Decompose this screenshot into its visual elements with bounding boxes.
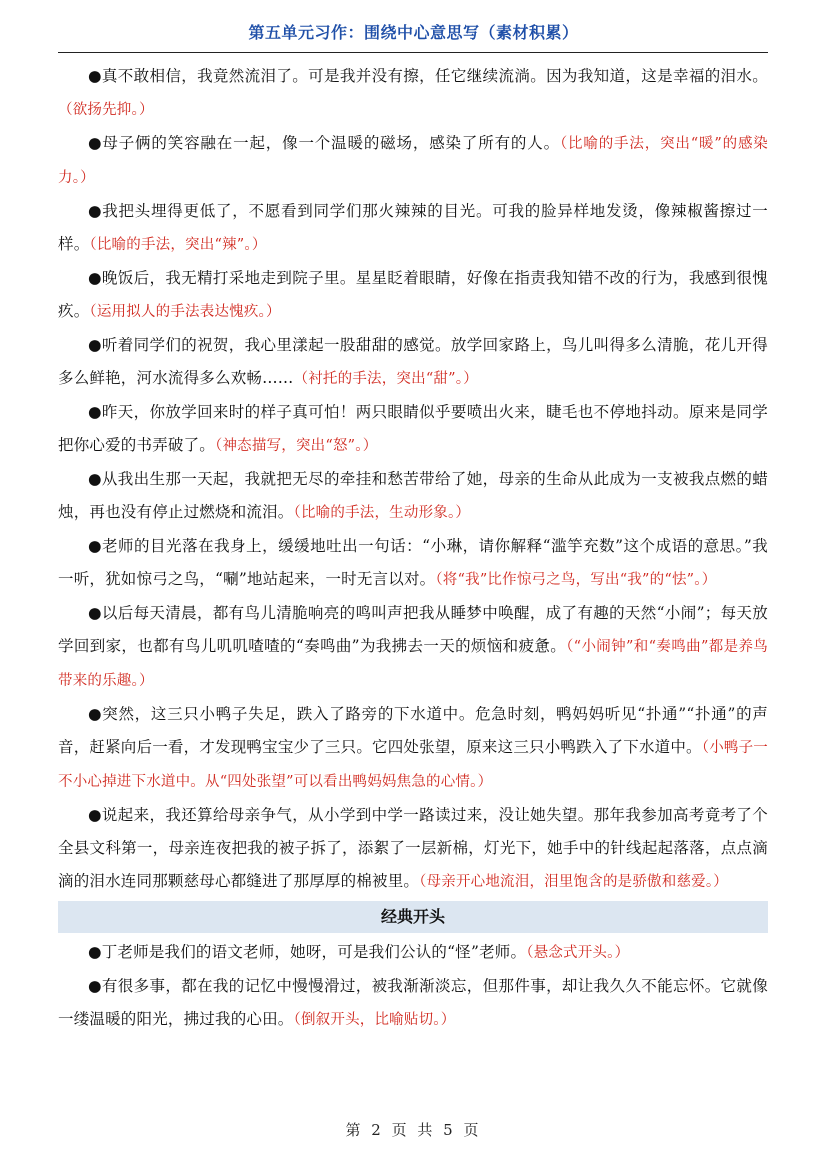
paragraph-text: ●老师的目光落在我身上，缓缓地吐出一句话：“小琳，请你解释“滥竽充数”这个成语的意思。”我一听，犹如惊弓之鸟，“唰”地站起来，一时无言以对。 bbox=[58, 537, 768, 588]
annotation-note: （比喻的手法，突出“辣”。） bbox=[89, 237, 267, 253]
material-paragraph bbox=[58, 262, 768, 329]
annotation-note: （“小闹钟”和“奏鸣曲”都是养鸟带来的乐趣。） bbox=[58, 639, 769, 689]
paragraph-text: ●丁老师是我们的语文老师，她呀，可是我们公认的“怪”老师。 bbox=[88, 943, 527, 961]
annotation-note: （欲扬先抑。） bbox=[58, 102, 154, 118]
annotation-note: （小鸭子一不小心掉进下水道中。从“四处张望”可以看出鸭妈妈焦急的心情。） bbox=[58, 740, 769, 790]
paragraph-text: ●母子俩的笑容融在一起，像一个温暖的磁场，感染了所有的人。 bbox=[88, 134, 560, 152]
paragraph-text: ●晚饭后，我无精打采地走到院子里。星星眨着眼睛，好像在指责我知错不改的行为，我感到很愧疚。 bbox=[58, 269, 768, 320]
material-paragraph bbox=[58, 463, 768, 530]
page-number-footer: 第 2 页 共 5 页 bbox=[345, 1121, 482, 1139]
paragraph-text: ●听着同学们的祝贺，我心里漾起一股甜甜的感觉。放学回家路上，鸟儿叫得多么清脆，花儿开得多么鲜艳，河水流得多么欢畅…… bbox=[58, 336, 768, 387]
annotation-note: （倒叙开头，比喻贴切。） bbox=[293, 1012, 456, 1028]
material-paragraph bbox=[58, 127, 768, 195]
material-paragraph bbox=[58, 329, 768, 396]
annotation-note: （将“我”比作惊弓之鸟，写出“我”的“怯”。） bbox=[435, 572, 717, 588]
paragraph-text: ●以后每天清晨，都有鸟儿清脆响亮的鸣叫声把我从睡梦中唤醒，成了有趣的天然“小闹”；每天放学回到家，也都有鸟儿叽叽喳喳的“奏鸣曲”为我拂去一天的烦恼和疲惫。 bbox=[58, 604, 768, 655]
paragraph-text: ●有很多事，都在我的记忆中慢慢滑过，被我渐渐淡忘，但那件事，却让我久久不能忘怀。它就像一缕温暖的阳光，拂过我的心田。 bbox=[58, 977, 768, 1028]
document-body bbox=[58, 60, 768, 1037]
paragraph-text: ●说起来，我还算给母亲争气，从小学到中学一路读过来，没让她失望。那年我参加高考竟考了个全县文科第一，母亲连夜把我的被子拆了，添絮了一层新棉，灯光下，她手中的针线起起落落，点点滴滴的泪水连同那颗慈母心都缝进了那厚厚的棉被里。 bbox=[58, 806, 768, 890]
material-paragraph bbox=[58, 195, 768, 262]
page-header-title: 第五单元习作：围绕中心意思写（素材积累） bbox=[248, 23, 579, 42]
material-paragraph bbox=[58, 799, 768, 899]
material-paragraph bbox=[58, 60, 768, 127]
material-paragraph bbox=[58, 597, 768, 698]
section-heading-classic-openings: 经典开头 bbox=[58, 901, 768, 933]
paragraph-text: ●突然，这三只小鸭子失足，跌入了路旁的下水道中。危急时刻，鸭妈妈听见“扑通”“扑通”的声音，赶紧向后一看，才发现鸭宝宝少了三只。它四处张望，原来这三只小鸭跌入了下水道中。 bbox=[58, 705, 768, 756]
material-paragraph bbox=[58, 396, 768, 463]
opening-paragraph bbox=[58, 970, 768, 1037]
annotation-note: （比喻的手法，突出“暖”的感染力。） bbox=[58, 136, 768, 186]
material-paragraph bbox=[58, 530, 768, 597]
annotation-note: （母亲开心地流泪，泪里饱含的是骄傲和慈爱。） bbox=[419, 874, 729, 890]
annotation-note: （神态描写，突出“怒”。） bbox=[215, 438, 378, 454]
paragraph-text: ●我把头埋得更低了，不愿看到同学们那火辣辣的目光。可我的脸异样地发烫，像辣椒酱擦过一样。 bbox=[58, 202, 768, 253]
paragraph-text: ●昨天，你放学回来时的样子真可怕！两只眼睛似乎要喷出火来，睫毛也不停地抖动。原来是同学把你心爱的书弄破了。 bbox=[58, 403, 768, 454]
annotation-note: （比喻的手法，生动形象。） bbox=[293, 505, 471, 521]
annotation-note: （衬托的手法，突出“甜”。） bbox=[293, 371, 478, 387]
opening-paragraph bbox=[58, 936, 768, 970]
annotation-note: （悬念式开头。） bbox=[526, 945, 630, 961]
annotation-note: （运用拟人的手法表达愧疚。） bbox=[89, 304, 281, 320]
header-divider bbox=[58, 52, 768, 53]
paragraph-text: ●从我出生那一天起，我就把无尽的牵挂和愁苦带给了她，母亲的生命从此成为一支被我点燃的蜡烛，再也没有停止过燃烧和流泪。 bbox=[58, 470, 768, 521]
paragraph-text: ●真不敢相信，我竟然流泪了。可是我并没有擦，任它继续流淌。因为我知道，这是幸福的泪水。 bbox=[88, 67, 768, 85]
material-paragraph bbox=[58, 698, 768, 799]
